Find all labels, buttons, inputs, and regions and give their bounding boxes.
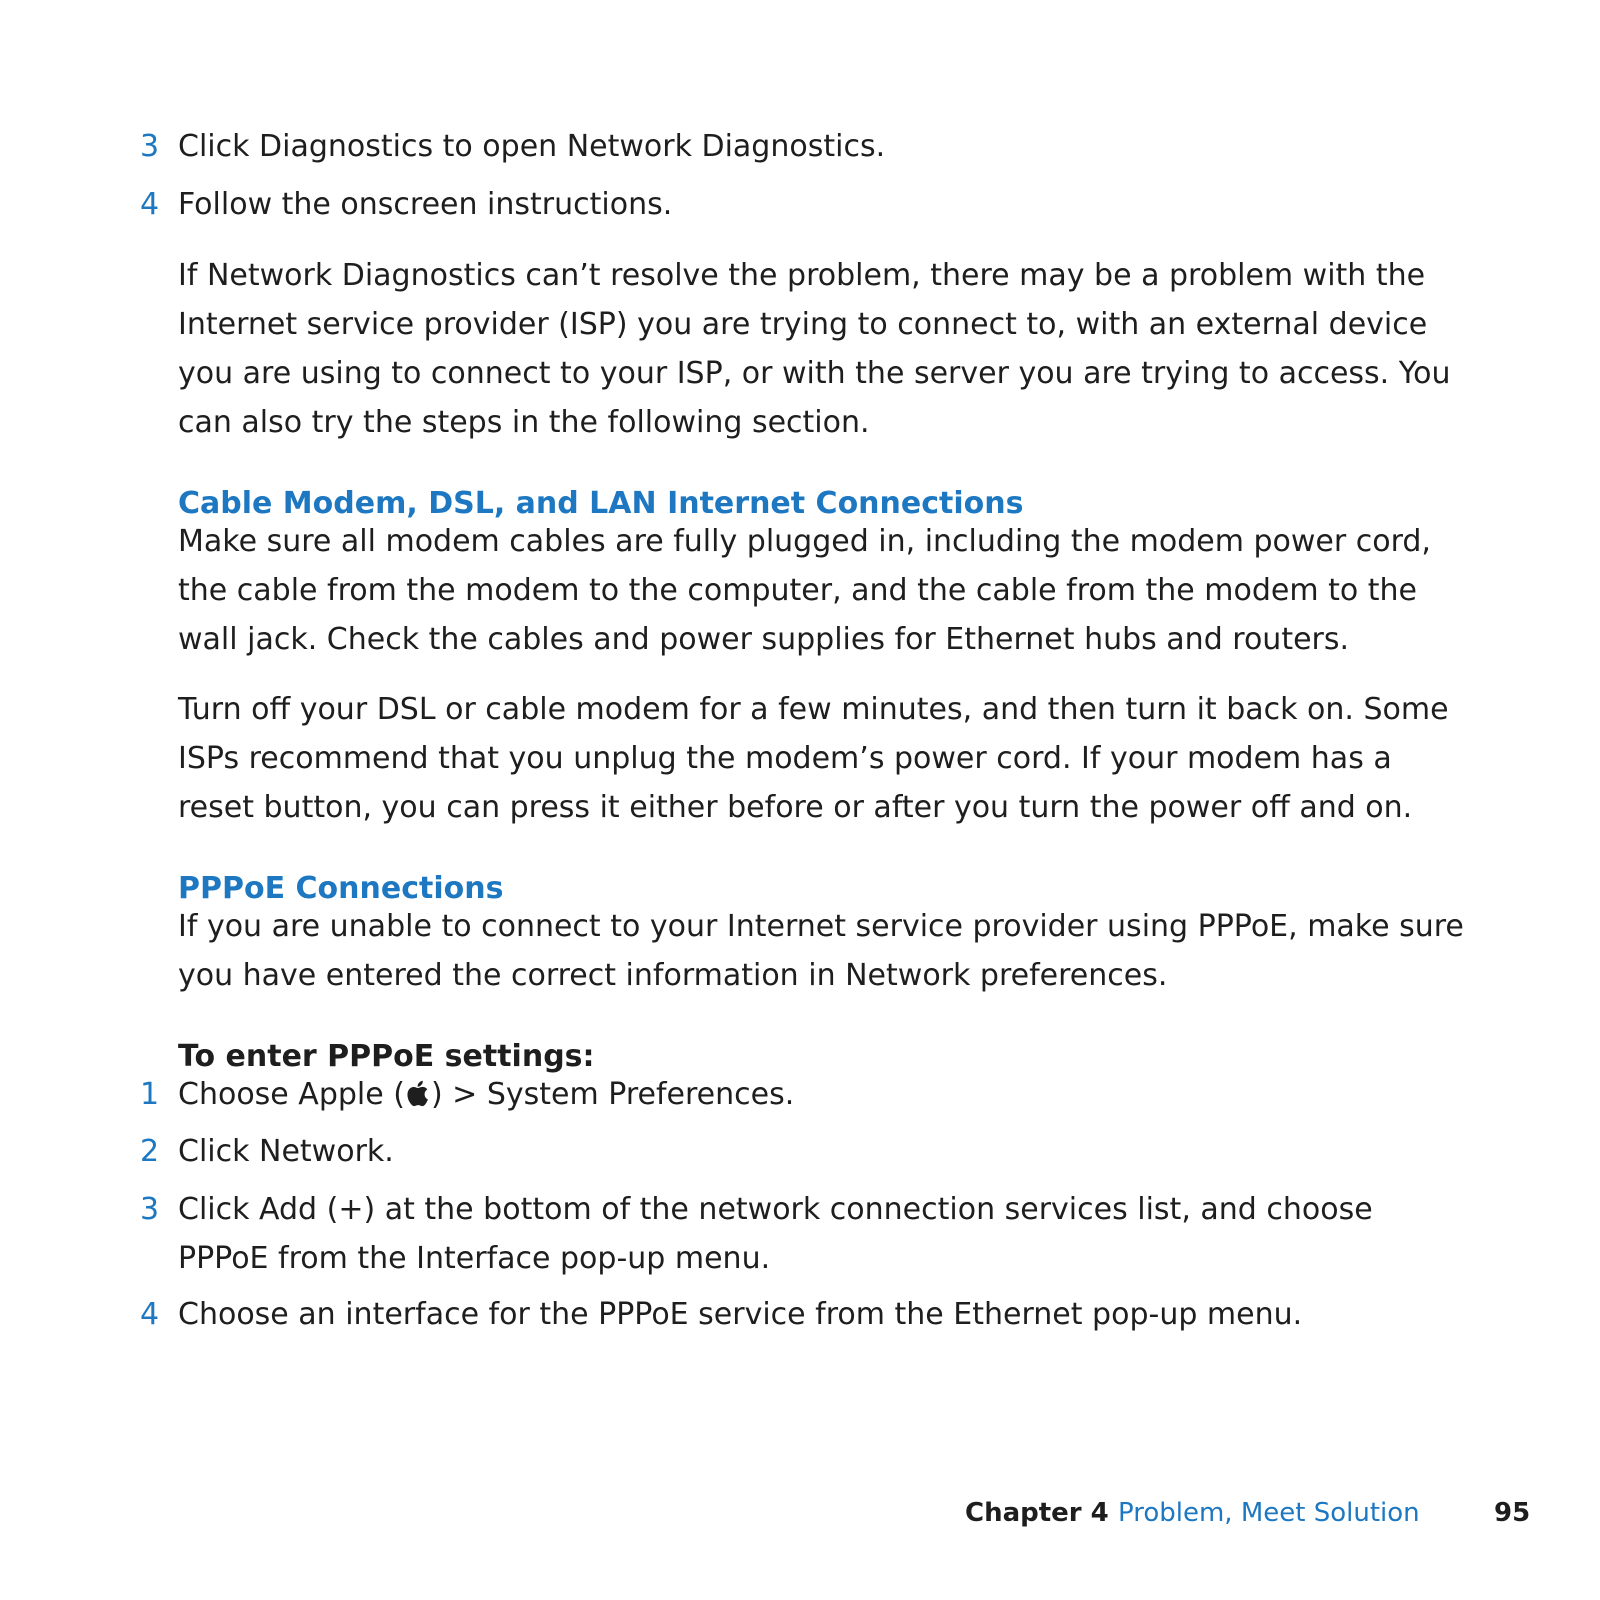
step-item (140, 1070, 1460, 1119)
step-number: 3 (140, 1192, 160, 1227)
footer-page-number: 95 (1494, 1498, 1531, 1528)
apple-icon (405, 1078, 431, 1108)
step-item (140, 1290, 1460, 1339)
cable-paragraph-1: Make sure all modem cables are fully plugged in, including the modem power cord, the cable from the modem to the computer, and the cable from the modem to the wall jack. Check the cables and power supplies for Ethernet hubs and routers. (178, 524, 1431, 657)
step-item (140, 180, 1460, 229)
pppoe-paragraph: If you are unable to connect to your Internet service provider using PPPoE, make sure you have entered the correct information in Network preferences. (178, 909, 1464, 993)
step-text: Choose an interface for the PPPoE service from the Ethernet pop-up menu. (178, 1297, 1303, 1332)
footer-chapter-title: Problem, Meet Solution (1118, 1498, 1420, 1528)
cable-paragraph-2: Turn off your DSL or cable modem for a few minutes, and then turn it back on. Some ISPs recommend that you unplug the modem’s power cord. If your modem has a reset button, you can press it either before or after you turn the power off and on. (178, 692, 1449, 825)
intro-paragraph: If Network Diagnostics can’t resolve the problem, there may be a problem with the Internet service provider (ISP) you are trying to connect to, with an external device you are using to connect to your ISP, or with the server you are trying to access. You can also try the steps in the following section. (178, 258, 1451, 440)
footer-chapter-label: Chapter 4 (965, 1498, 1109, 1528)
step-text: Follow the onscreen instructions. (178, 187, 673, 222)
step-text-before: Choose Apple ( (178, 1077, 405, 1112)
task-heading: To enter PPPoE settings: (178, 1039, 595, 1074)
step-number: 3 (140, 129, 160, 164)
step-item (140, 1127, 1460, 1176)
step-item (140, 122, 1460, 171)
section-heading-pppoe: PPPoE Connections (178, 871, 504, 906)
step-text-after: ) > System Preferences. (430, 1077, 795, 1112)
step-number: 1 (140, 1077, 160, 1112)
step-item (140, 1185, 1460, 1283)
step-text: Click Add (+) at the bottom of the network connection services list, and choose PPPoE from the Interface pop-up menu. (178, 1192, 1373, 1276)
step-number: 4 (140, 187, 160, 222)
section-heading-cable: Cable Modem, DSL, and LAN Internet Connections (178, 486, 1024, 521)
step-number: 2 (140, 1134, 160, 1169)
step-number: 4 (140, 1297, 160, 1332)
step-text: Click Diagnostics to open Network Diagnostics. (178, 129, 886, 164)
step-text: Click Network. (178, 1134, 394, 1169)
step-text (178, 1070, 1460, 1119)
